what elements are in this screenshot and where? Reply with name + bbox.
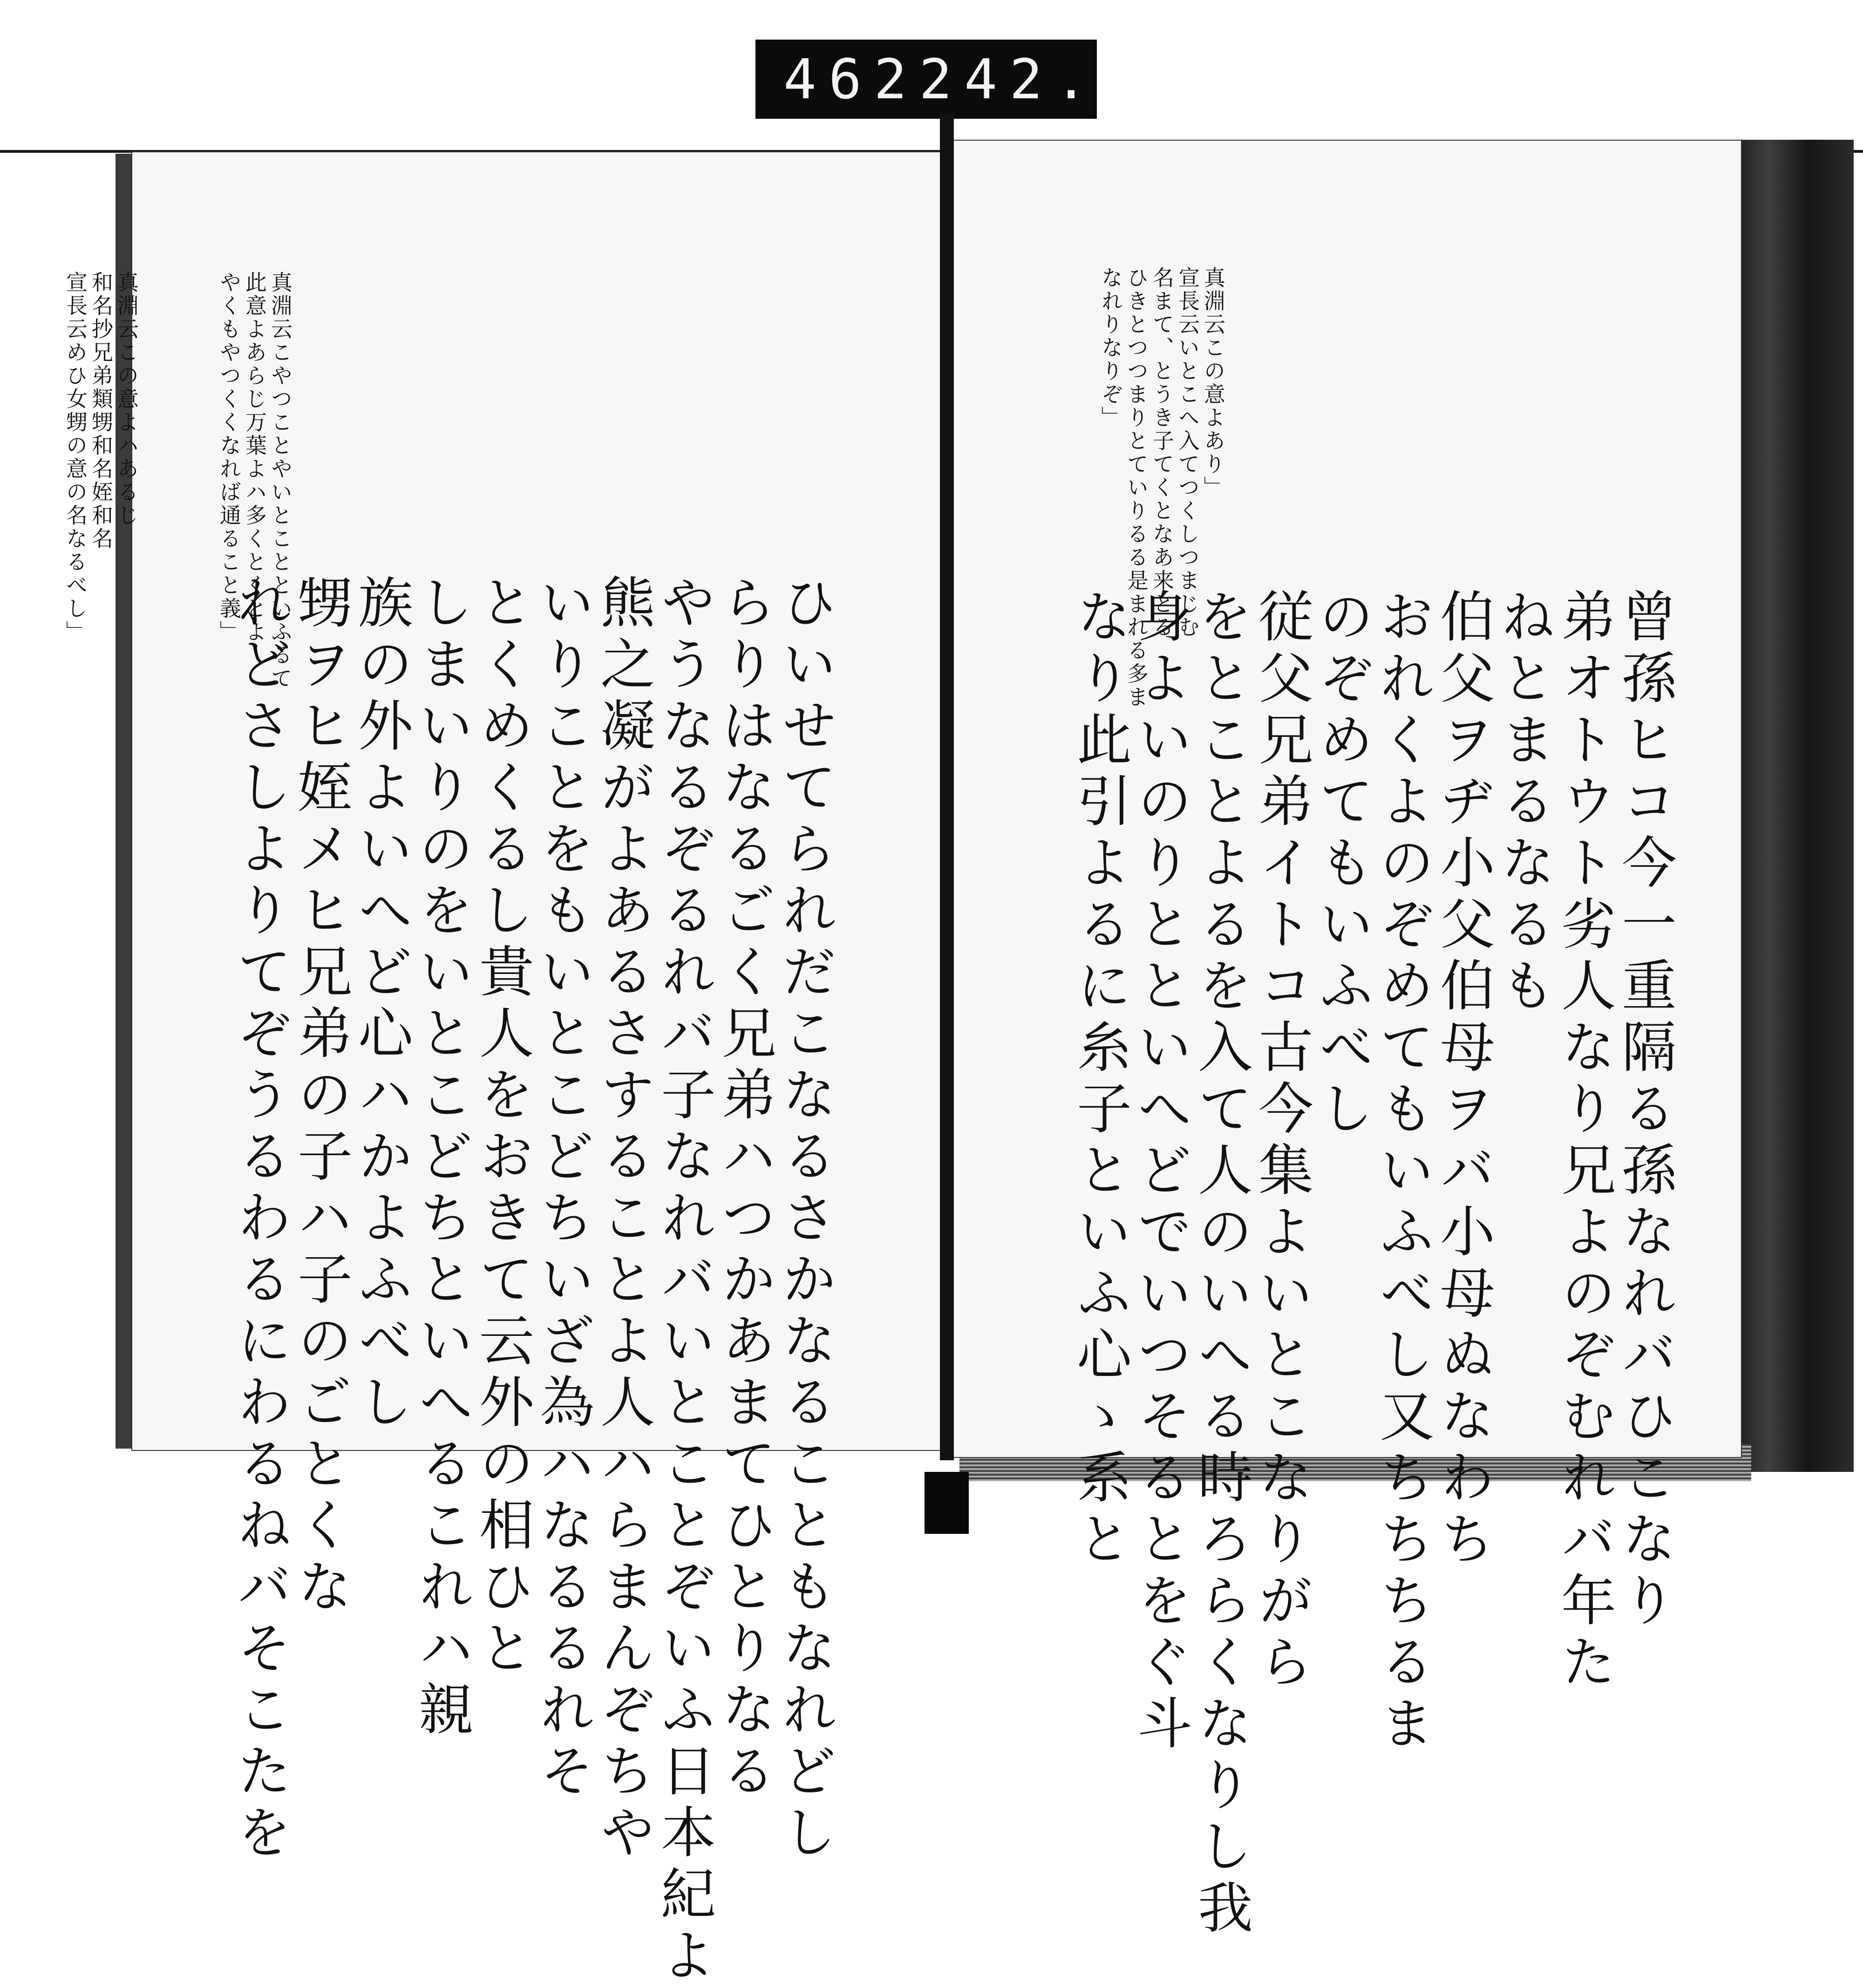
right-page-stack: [1740, 140, 1854, 1472]
text-column: 弟オトウト劣人なり兄よのぞむれバ年た: [1552, 588, 1616, 1695]
left-page: [63, 151, 942, 1988]
label-left-number: 462: [783, 47, 919, 111]
text-column: 曾孫ヒコ今一重隔る孫なれバひこなり: [1612, 588, 1677, 1633]
book-gutter: [940, 114, 954, 1460]
note-column: 宣長云めひ女甥の意の名なるべし」: [63, 271, 88, 644]
note-column: 真淵云この意よあり」: [1201, 266, 1226, 499]
note-column: 真淵云この意よハあるじ: [114, 271, 139, 527]
text-column: おれくよのぞめてもいふべし又ちちちるま: [1370, 588, 1435, 1756]
text-column: 身よいのりとといへどでいつそるとをぐ斗: [1128, 588, 1192, 1756]
text-column: 熊之凝がよあるさすることよ人ハらまんぞちや: [591, 574, 655, 1865]
text-column: 族の外よいへど心ハかよふべし: [349, 574, 413, 1435]
note-column: やくもやつくくなれば通ること義」: [217, 271, 242, 644]
note-column: 名まて、とうき子てくとなあ来とる: [1149, 266, 1175, 639]
text-column: いりことをもいとこどちいざ為ハなるるれそ: [530, 574, 595, 1804]
book-binding-foot: [925, 1472, 969, 1534]
note-column: なれりなりぞ」: [1098, 266, 1123, 429]
note-column: 和名抄兄弟類甥和名姪和名: [88, 271, 114, 551]
text-column: 伯父ヲヂ小父伯母ヲバ小母ぬなわち: [1431, 588, 1495, 1572]
text-column: しまいりのをいとこどちといへるこれハ親: [409, 574, 474, 1742]
text-column: やうなるぞるれバ子なれバいとことぞいふ日本紀よ: [652, 574, 716, 1988]
text-column: ひいせてられだこなるさかなることもなれどし: [773, 574, 837, 1865]
label-right-number: 242.: [919, 47, 1100, 111]
text-column: のぞめてもいふべし: [1310, 588, 1374, 1141]
text-column: らりはなるごく兄弟ハつかあまてひとりなる: [712, 574, 776, 1804]
text-column: をとことよるを入て人のいへる時ろらくなりし我: [1189, 588, 1253, 1940]
text-column: ねとまるなるも: [1491, 588, 1556, 1018]
note-column: ひきとつつまりとていりるる是まれる多ま: [1124, 266, 1149, 709]
note-column: 此意よあらじ万葉よハ多くとくとよ: [242, 271, 267, 644]
note-column: 真淵云こやつことやいとことといふるて: [268, 271, 293, 690]
text-column: なり此引よるに糸子といふ心ゝ系と: [1067, 588, 1132, 1572]
note-column: 宣長云いとこへ入てつくしつまじむ: [1175, 266, 1200, 639]
text-column: 従父兄弟イトコ古今集よいとこなりがら: [1249, 588, 1313, 1695]
archive-label: [755, 40, 1100, 119]
text-column: とくめくるし貴人をおきて云外の相ひと: [470, 574, 534, 1681]
right-page: [950, 140, 1742, 1940]
text-column: れどさしよりてぞうるわるにわるねバそこたを: [228, 574, 292, 1865]
text-column: 甥ヲヒ姪メヒ兄弟の子ハ子のごとくな: [288, 574, 353, 1619]
